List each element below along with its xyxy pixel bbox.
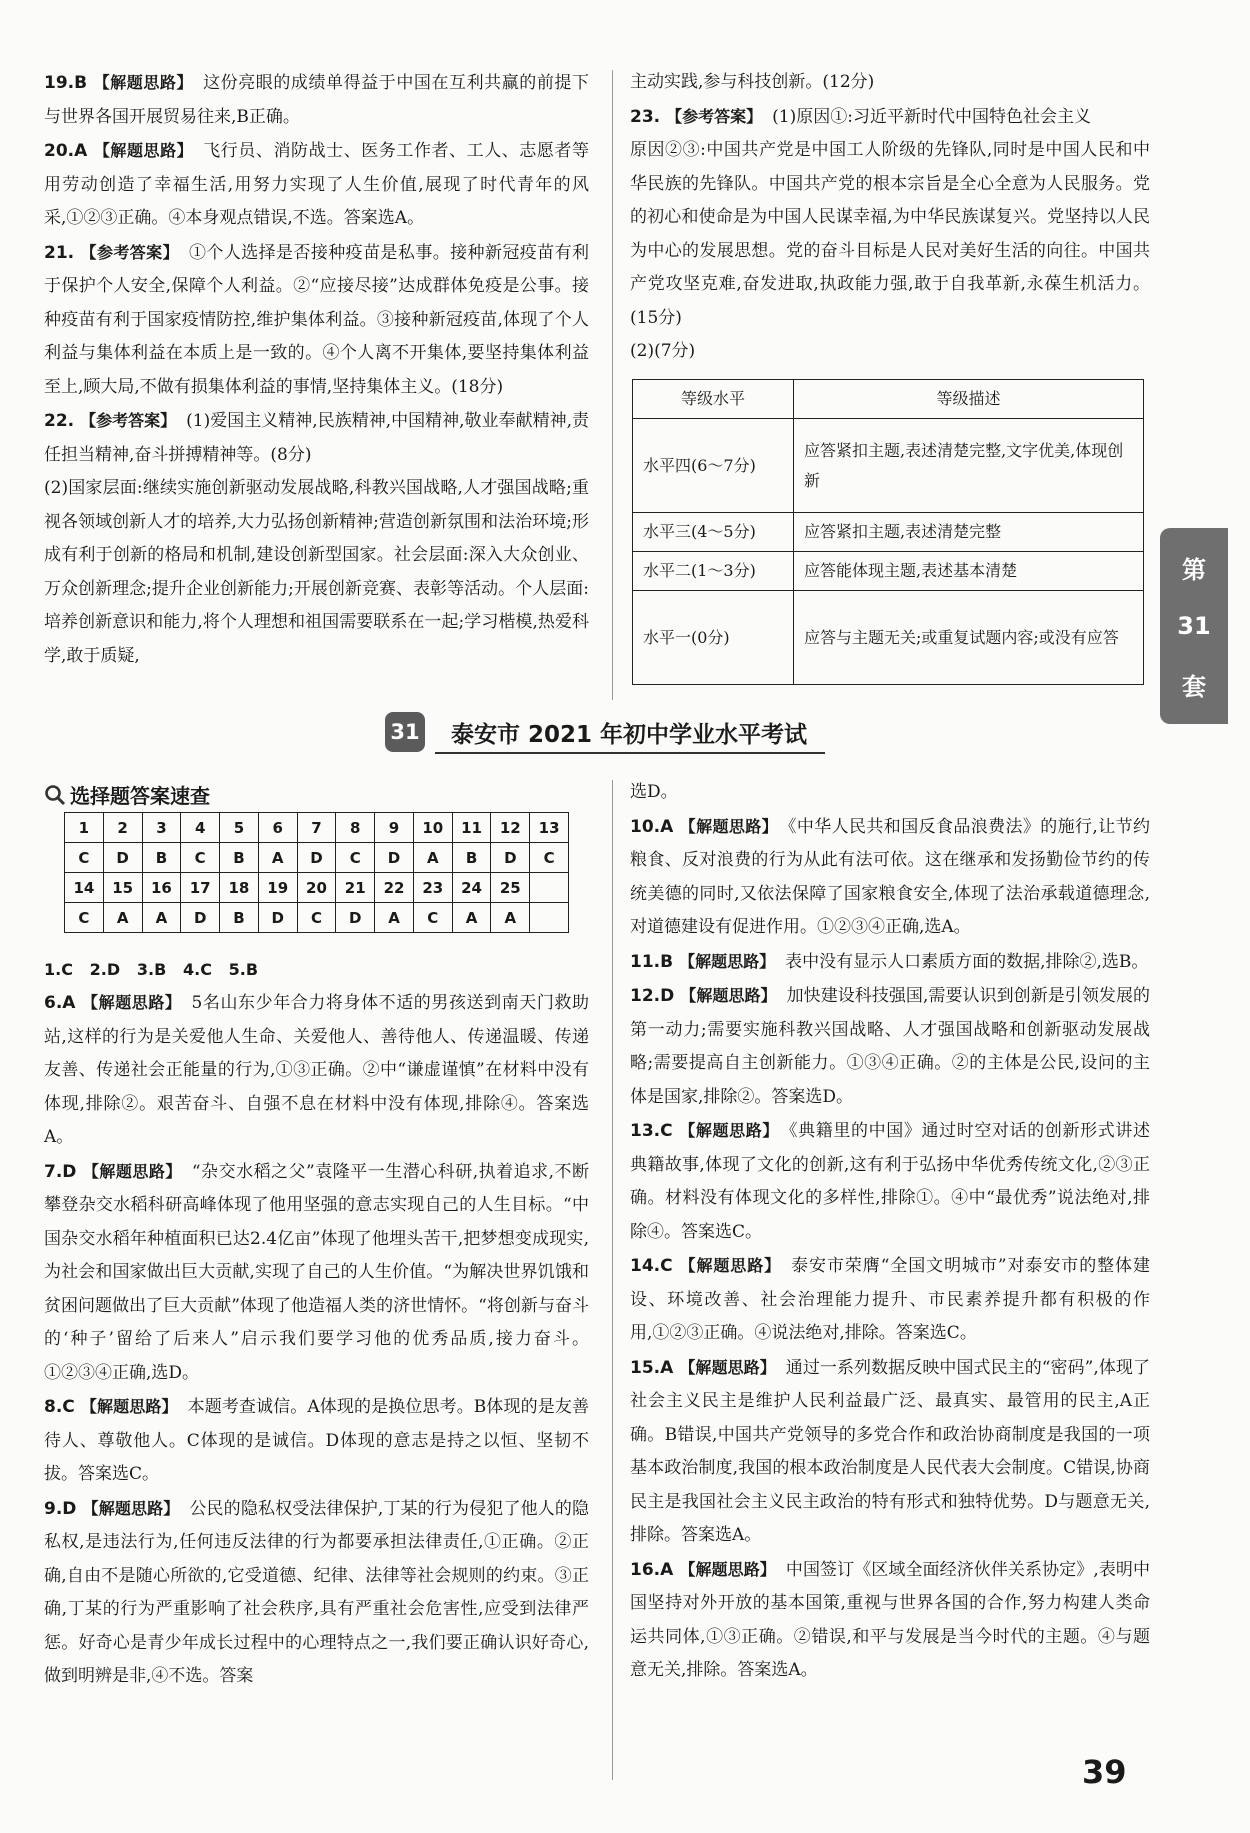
grading-table (632, 379, 1144, 685)
answer-cell: A (103, 903, 142, 933)
answer-text: 本题考查诚信。A体现的是换位思考。B体现的是友善待人、尊敬他人。C体现的是诚信。D体现的意志是持之以恒、坚韧不拔。答案选C。 (44, 1397, 589, 1484)
section-label: 【解题思路】 (82, 1498, 180, 1518)
answer-item (44, 1390, 589, 1492)
question-number-cell: 15 (103, 873, 142, 903)
question-number-cell: 24 (452, 873, 491, 903)
answer-item (44, 1155, 589, 1391)
answer-item (44, 1492, 589, 1694)
answer-cell: A (491, 903, 530, 933)
answer-item (630, 66, 1150, 100)
question-number-cell: 1 (65, 813, 104, 843)
section-label: 【解题思路】 (678, 1121, 779, 1140)
answer-table-row (65, 813, 569, 843)
answer-item (630, 1114, 1150, 1249)
answer-letter: C (62, 1397, 75, 1417)
section-label: 【解题思路】 (680, 986, 777, 1005)
answer-text: 飞行员、消防战士、医务工作者、工人、志愿者等用劳动创造了幸福生活,用努力实现了人生价值,展现了时代青年的风采,①②③正确。④本身观点错误,不选。答案选A。 (44, 141, 589, 228)
answer-text: (2)国家层面:继续实施创新驱动发展战略,科教兴国战略,人才强国战略;重视各领域创新人才的培养,大力弘扬创新精神;营造创新氛围和法治环境;形成有利于创新的格局和机制,建设创新型国家。社会层面:深入大众创业、万众创新理念;提升企业创新能力;开展创新竞赛、表彰等活动。个人层面:培养创新意识和能力,将个人理想和祖国需要联系在一起;学习楷模,热爱科学,敢于质疑, (44, 478, 589, 666)
answer-cell: A (375, 903, 414, 933)
section-label: 【参考答案】 (666, 106, 763, 126)
answer-letter: A (62, 993, 76, 1013)
answer-cell: D (181, 903, 220, 933)
answer-text: 《中华人民共和国反食品浪费法》的施行,让节约粮食、反对浪费的行为从此有法可依。这在继承和发扬勤俭节约的传统美德的同时,又依法保障了国家粮食安全,体现了法治承载道德理念,对道德建设有促进作用。①②③④正确,选A。 (630, 816, 1150, 937)
question-number: 6. (44, 993, 63, 1013)
answer-cell: A (258, 843, 297, 873)
question-number-cell: 19 (258, 873, 297, 903)
section-label: 【解题思路】 (679, 1357, 776, 1377)
answer-letter: C (660, 1256, 673, 1276)
answer-cell: C (530, 843, 569, 873)
answer-cell: C (413, 903, 452, 933)
answer-text: 泰安市荣膺“全国文明城市”对泰安市的整体建设、环境改善、社会治理能力提升、市民素养提升都有积极的作用,①②③正确。④说法绝对,排除。答案选C。 (630, 1256, 1150, 1343)
answer-text: 加快建设科技强国,需要认识到创新是引领发展的第一动力;需要实施科教兴国战略、人才强国战略和创新驱动发展战略;需要提高自主创新能力。①③④正确。②的主体是公民,设问的主体是国家,排除②。答案选D。 (630, 986, 1150, 1107)
question-number: 22. (44, 411, 75, 431)
answer-item (630, 810, 1150, 945)
question-number-cell: 12 (491, 813, 530, 843)
answer-cell: C (336, 843, 375, 873)
grade-level: 水平三(4～5分) (633, 513, 794, 552)
answer-cell: D (258, 903, 297, 933)
answer-item (44, 66, 589, 134)
question-number: 23. (630, 106, 661, 127)
section-label: 【参考答案】 (80, 411, 177, 430)
answer-item (630, 945, 1150, 980)
answer-letter: D (660, 986, 675, 1006)
answer-text: 主动实践,参与科技创新。(12分) (630, 72, 875, 92)
answer-text: “杂交水稻之父”袁隆平一生潜心科研,执着追求,不断攀登杂交水稻科研高峰体现了他用坚强的意志实现自己的人生目标。“中国杂交水稻年种植面积已达2.4亿亩”体现了他埋头苦干,把梦想变成现实,为社会和国家做出巨大贡献,实现了自己的人生价值。“为解决世界饥饿和贫困问题做出了巨大贡献”体现了他造福人类的济世情怀。“将创新与奋斗的‘种子’留给了后来人”启示我们要学习他的优秀品质,接力奋斗。①②③④正确,选D。 (44, 1161, 589, 1383)
section-label: 【解题思路】 (679, 816, 778, 836)
left-top-column (44, 66, 589, 673)
answer-item (44, 404, 589, 472)
question-number: 8. (44, 1397, 63, 1417)
tab-number: 31 (1177, 611, 1211, 640)
answer-cell: D (491, 843, 530, 873)
question-number-cell: 17 (181, 873, 220, 903)
answer-cell: D (336, 903, 375, 933)
answer-text: 公民的隐私权受法律保护,丁某的行为侵犯了他人的隐私权,是违法行为,任何违反法律的行为都要承担法律责任,①正确。②正确,自由不是随心所欲的,它受道德、纪律、法律等社会规则的约束。③正确,丁某的行为严重影响了社会秩序,具有严重社会危害性,应受到法律严惩。好奇心是青少年成长过程中的心理特点之一,我们要正确认识好奇心,做到明辨是非,④不选。答案 (44, 1498, 589, 1686)
grade-level: 水平四(6～7分) (633, 419, 794, 513)
question-number-cell: 18 (220, 873, 259, 903)
answer-letter: D (62, 1498, 77, 1519)
question-number-cell: 13 (530, 813, 569, 843)
answer-letter: A (74, 141, 88, 161)
answer-item (630, 335, 1150, 369)
answer-table (64, 812, 569, 933)
question-number-cell: 14 (65, 873, 104, 903)
question-number-cell: 6 (258, 813, 297, 843)
answer-cell: D (297, 843, 336, 873)
answer-letter: A (660, 1559, 674, 1580)
grade-header-level: 等级水平 (633, 380, 794, 419)
question-number-cell: 16 (142, 873, 181, 903)
column-divider-top (612, 70, 613, 700)
answer-cell: B (220, 843, 259, 873)
section-label: 【参考答案】 (80, 242, 179, 262)
answer-text: 中国签订《区域全面经济伙伴关系协定》,表明中国坚持对外开放的基本国策,重视与世界各国的合作,努力构建人类命运共同体,①③正确。②错误,和平与发展是当今时代的主题。④与题意无关,排除。答案选A。 (630, 1559, 1150, 1680)
question-number-cell: 23 (413, 873, 452, 903)
question-number-cell: 8 (336, 813, 375, 843)
question-number-cell: 5 (220, 813, 259, 843)
answer-letter: D (62, 1161, 77, 1182)
question-number-cell: 4 (181, 813, 220, 843)
question-number: 16. (630, 1559, 661, 1580)
section-label: 【解题思路】 (80, 1397, 178, 1416)
answer-text: (1)原因①:习近平新时代中国特色社会主义 (772, 106, 1091, 127)
answer-table-row (65, 843, 569, 873)
answer-item (630, 979, 1150, 1114)
answer-item (630, 1351, 1150, 1553)
right-top-column (630, 66, 1150, 369)
answer-table-row (65, 873, 569, 903)
answer-text: 选D。 (630, 782, 678, 802)
answer-letter: B (660, 951, 674, 972)
question-number: 10. (630, 816, 661, 837)
grade-desc: 应答紧扣主题,表述清楚完整,文字优美,体现创新 (794, 419, 1144, 513)
answer-cell: A (142, 903, 181, 933)
answer-cell: B (220, 903, 259, 933)
question-number-cell: 20 (297, 873, 336, 903)
right-bottom-column (630, 776, 1150, 1688)
grade-desc: 应答紧扣主题,表述清楚完整 (794, 513, 1144, 552)
tab-char: 第 (1182, 555, 1206, 584)
left-bottom-column (44, 986, 589, 1694)
question-number: 14. (630, 1256, 661, 1276)
grade-level: 水平一(0分) (633, 591, 794, 685)
answer-text: 原因②③:中国共产党是中国工人阶级的先锋队,同时是中国人民和中华民族的先锋队。中国共产党的根本宗旨是全心全意为人民服务。党的初心和使命是为中国人民谋幸福,为中华民族谋复兴。党坚持以人民为中心的发展思想。党的奋斗目标是人民对美好生活的向往。中国共产党攻坚克难,奋发进取,执政能力强,敢于自我革新,永葆生机活力。(15分) (630, 140, 1150, 328)
answer-text: ①个人选择是否接种疫苗是私事。接种新冠疫苗有利于保护个人安全,保障个人利益。②“应接尽接”达成群体免疫是公事。接种疫苗有利于国家疫情防控,维护集体利益。③接种新冠疫苗,体现了个人利益与集体利益在本质上是一致的。④个人离不开集体,要坚持集体利益至上,顾大局,不做有损集体利益的事情,坚持集体主义。(18分) (44, 242, 589, 397)
question-number-cell: 22 (375, 873, 414, 903)
answer-letter: C (660, 1121, 673, 1141)
section-label: 【解题思路】 (679, 1559, 776, 1579)
question-number: 7. (44, 1161, 63, 1182)
answer-cell: B (452, 843, 491, 873)
grade-desc: 应答与主题无关;或重复试题内容;或没有应答 (794, 591, 1144, 685)
page-number: 39 (1082, 1753, 1127, 1791)
question-number: 9. (44, 1498, 63, 1519)
tab-char: 套 (1182, 673, 1206, 702)
exam-title: 泰安市 2021 年初中学业水平考试 (451, 722, 808, 748)
answer-text: 通过一系列数据反映中国式民主的“密码”,体现了社会主义民主是维护人民利益最广泛、最真实、最管用的民主,A正确。B错误,中国共产党领导的多党合作和政治协商制度是我国的一项基本政治制度,我国的根本政治制度是人民代表大会制度。C错误,协商民主是我国社会主义民主政治的特有形式和独特优势。D与题意无关,排除。答案选A。 (630, 1357, 1150, 1545)
answer-cell: D (375, 843, 414, 873)
answer-letter: A (660, 816, 674, 837)
answer-item (630, 1553, 1150, 1688)
question-number: 12. (630, 986, 661, 1006)
question-number: 21. (44, 242, 75, 263)
question-number-cell: 9 (375, 813, 414, 843)
answer-item (44, 986, 589, 1155)
section-label: 【解题思路】 (82, 1161, 182, 1181)
set-badge: 31 (385, 712, 425, 752)
question-number-cell: 25 (491, 873, 530, 903)
answer-cell: C (181, 843, 220, 873)
question-number-cell: 3 (142, 813, 181, 843)
answer-text: 这份亮眼的成绩单得益于中国在互利共赢的前提下与世界各国开展贸易往来,B正确。 (44, 73, 589, 127)
answer-text: (1)爱国主义精神,民族精神,中国精神,敬业奉献精神,责任担当精神,奋斗拼搏精神等。(8分) (44, 411, 589, 465)
quick-check-heading (44, 780, 210, 809)
answer-cell (530, 903, 569, 933)
question-number-cell: 10 (413, 813, 452, 843)
exam-banner (385, 712, 825, 756)
answer-cell: C (297, 903, 336, 933)
answer-letter: A (660, 1357, 674, 1378)
question-number-cell: 7 (297, 813, 336, 843)
question-number-cell: 2 (103, 813, 142, 843)
answer-item (44, 236, 589, 405)
banner-underline (435, 752, 825, 754)
section-label: 【解题思路】 (679, 951, 776, 971)
answer-cell: D (103, 843, 142, 873)
quick-check-title: 选择题答案速查 (70, 784, 210, 808)
set-number-tab (1160, 528, 1228, 724)
answer-item (44, 134, 589, 236)
section-label: 【解题思路】 (93, 73, 194, 92)
short-answers: 1.C 2.D 3.B 4.C 5.B (44, 960, 259, 979)
section-label: 【解题思路】 (93, 141, 194, 160)
answer-text: 表中没有显示人口素质方面的数据,排除②,选B。 (785, 951, 1149, 972)
magnifier-icon (44, 784, 66, 806)
answer-item (630, 776, 1150, 810)
question-number: 20. (44, 141, 75, 161)
answer-item (630, 100, 1150, 135)
grade-header-desc: 等级描述 (794, 380, 1144, 419)
question-number: 19. (44, 73, 75, 93)
answer-table-row (65, 903, 569, 933)
answer-letter: B (74, 73, 88, 93)
answer-cell: B (142, 843, 181, 873)
question-number-cell: 21 (336, 873, 375, 903)
question-number: 13. (630, 1121, 661, 1141)
question-number: 11. (630, 951, 661, 972)
grade-desc: 应答能体现主题,表述基本清楚 (794, 552, 1144, 591)
answer-text: 5名山东少年合力将身体不适的男孩送到南天门救助站,这样的行为是关爱他人生命、关爱他人、善待他人、传递温暖、传递友善、传递社会正能量的行为,①③正确。②中“谦虚谨慎”在材料中没有体现,排除②。艰苦奋斗、自强不息在材料中没有体现,排除④。答案选A。 (44, 993, 589, 1147)
answer-cell: C (65, 843, 104, 873)
answer-cell: A (452, 903, 491, 933)
question-number: 15. (630, 1357, 661, 1378)
answer-cell: A (413, 843, 452, 873)
answer-text: 《典籍里的中国》通过时空对话的创新形式讲述典籍故事,体现了文化的创新,这有利于弘扬中华优秀传统文化,②③正确。材料没有体现文化的多样性,排除①。④中“最优秀”说法绝对,排除④。答案选C。 (630, 1121, 1150, 1242)
answer-text: (2)(7分) (630, 341, 696, 361)
answer-item (630, 134, 1150, 335)
section-label: 【解题思路】 (678, 1256, 782, 1275)
section-label: 【解题思路】 (81, 993, 182, 1012)
answer-cell: C (65, 903, 104, 933)
grade-level: 水平二(1～3分) (633, 552, 794, 591)
answer-item (44, 472, 589, 673)
question-number-cell (530, 873, 569, 903)
question-number-cell: 11 (452, 813, 491, 843)
column-divider-bottom (612, 780, 613, 1780)
answer-item (630, 1249, 1150, 1351)
